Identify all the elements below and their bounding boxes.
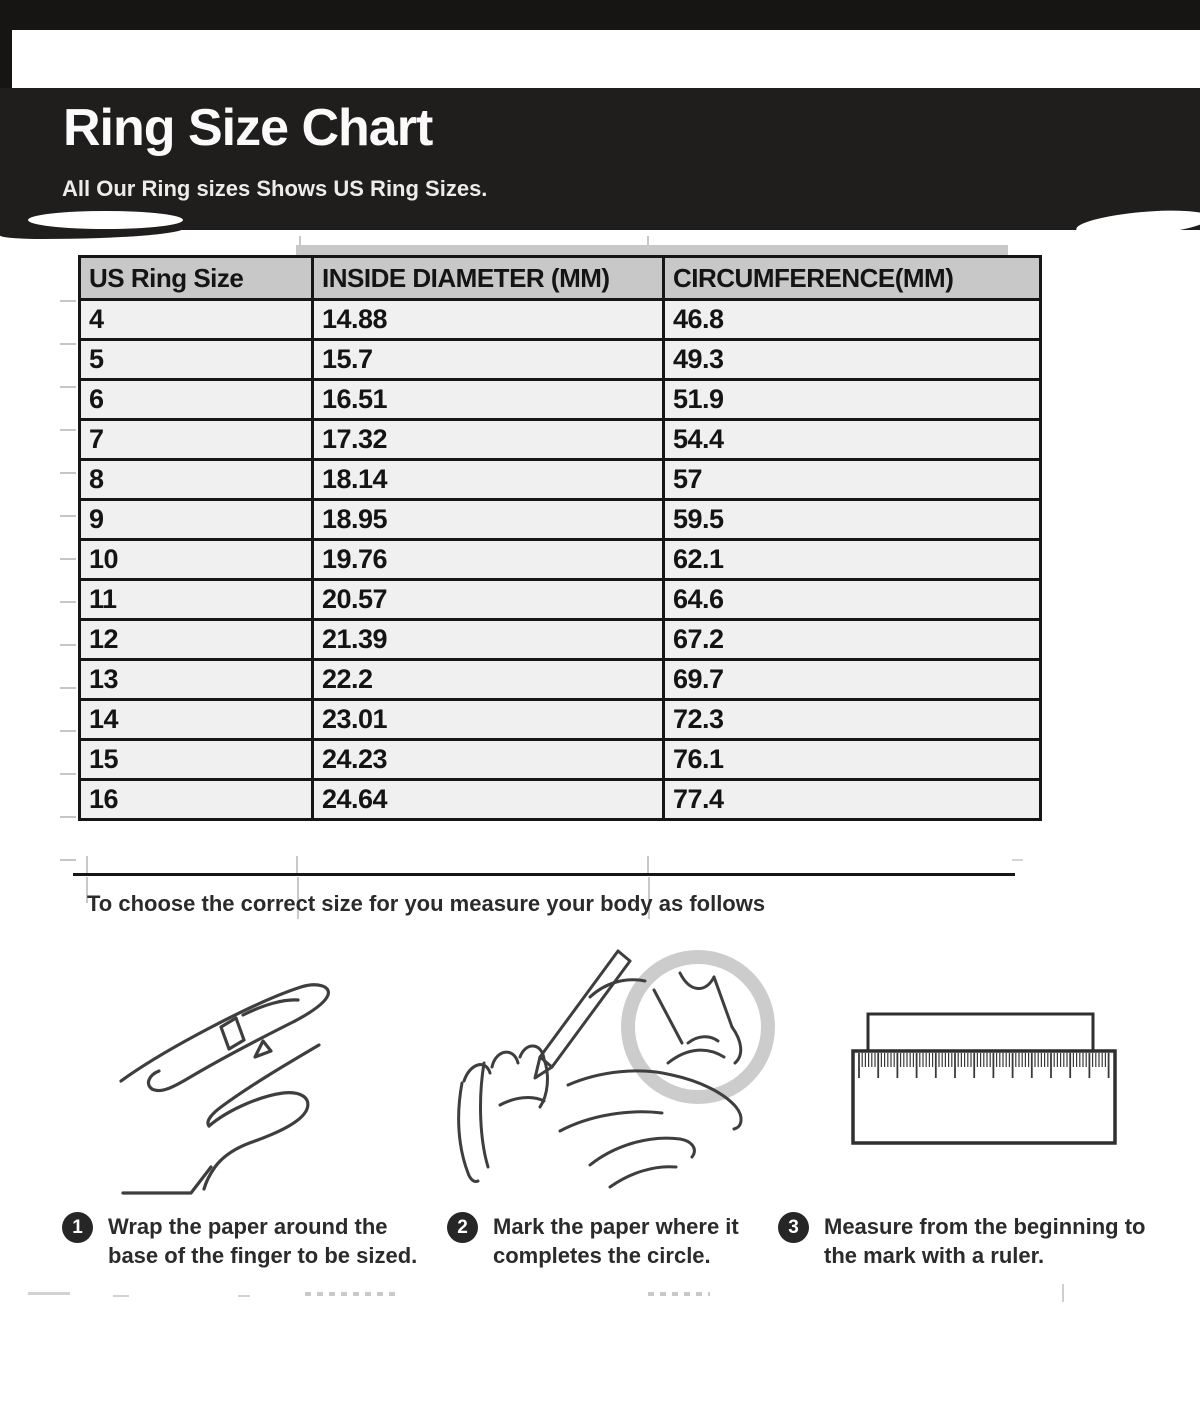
step-1 [62,1212,462,1270]
table-cell: 67.2 [664,620,1041,660]
table-row [80,300,1041,340]
magnifier-ring [628,957,768,1097]
table-row [80,700,1041,740]
table-cell: 8 [80,460,313,500]
ruler-illustration [845,995,1165,1160]
table-cell: 9 [80,500,313,540]
table-cell: 11 [80,580,313,620]
size-table-body [80,300,1041,820]
table-cell: 59.5 [664,500,1041,540]
table-cell: 4 [80,300,313,340]
table-cell: 24.23 [313,740,664,780]
artifact-tick [60,300,76,302]
artifact-line [647,236,649,255]
artifact-line [299,236,301,255]
table-cell: 24.64 [313,780,664,820]
column-header-circumference: CIRCUMFERENCE(MM) [664,257,1041,300]
table-row [80,420,1041,460]
artifact-line [647,856,649,873]
table-cell: 7 [80,420,313,460]
table-row [80,620,1041,660]
artifact-tick [60,429,76,431]
artifact-line [1062,1284,1064,1302]
table-cell: 13 [80,660,313,700]
table-cell: 49.3 [664,340,1041,380]
artifact-dash [238,1295,250,1297]
table-header-row [80,257,1041,300]
artifact-dash [305,1292,401,1296]
step-2 [447,1212,777,1270]
table-row [80,540,1041,580]
hand-paper-illustration [105,953,405,1201]
step-1-text: Wrap the paper around the base of the finger to be sized. [108,1214,418,1269]
artifact-line [86,856,88,873]
table-cell: 19.76 [313,540,664,580]
table-cell: 72.3 [664,700,1041,740]
page-subtitle: All Our Ring sizes Shows US Ring Sizes. [62,176,488,201]
table-row [80,580,1041,620]
table-cell: 17.32 [313,420,664,460]
paper-strip-rect [868,1014,1093,1054]
header-band [0,88,1200,230]
table-cell: 10 [80,540,313,580]
artifact-tick [60,601,76,603]
ring-size-table [78,255,1042,821]
artifact-tick [60,343,76,345]
artifact-line [296,856,298,873]
table-row [80,460,1041,500]
artifact-tick [60,816,76,818]
table-cell: 14 [80,700,313,740]
header-white-strip [12,30,1200,88]
artifact-tick [60,687,76,689]
table-cell: 69.7 [664,660,1041,700]
table-cell: 77.4 [664,780,1041,820]
artifact-tick [60,730,76,732]
paper-strip-lines [221,1018,244,1049]
artifact-tick [1012,859,1023,861]
table-cell: 20.57 [313,580,664,620]
table-cell: 76.1 [664,740,1041,780]
pencil-mark-illustration [440,935,790,1210]
left-black-edge [0,30,12,88]
artifact-tick [60,558,76,560]
column-header-us-ring-size: US Ring Size [80,257,313,300]
artifact-tick [60,386,76,388]
table-cell: 16 [80,780,313,820]
artifact-tick [60,859,76,861]
table-cell: 22.2 [313,660,664,700]
step-2-badge: 2 [447,1212,478,1243]
torn-edge-left-highlight [28,211,183,229]
table-row [80,340,1041,380]
table-cell: 54.4 [664,420,1041,460]
table-cell: 21.39 [313,620,664,660]
table-bottom-line [73,873,1015,876]
table-cell: 18.14 [313,460,664,500]
artifact-dash [648,1292,710,1296]
artifact-dash [113,1295,129,1297]
page-title: Ring Size Chart [63,99,433,157]
column-header-inside-diameter: INSIDE DIAMETER (MM) [313,257,664,300]
pencil-icon [540,951,630,1067]
table-cell: 57 [664,460,1041,500]
artifact-tick [60,773,76,775]
table-cell: 51.9 [664,380,1041,420]
step-1-badge: 1 [62,1212,93,1243]
table-cell: 5 [80,340,313,380]
instructions-intro: To choose the correct size for you measure your body as follows [87,891,766,916]
table-cell: 46.8 [664,300,1041,340]
table-cell: 15 [80,740,313,780]
top-black-bar [0,0,1200,30]
table-cell: 64.6 [664,580,1041,620]
step-3 [778,1212,1178,1270]
table-cell: 14.88 [313,300,664,340]
step-2-text: Mark the paper where it completes the circle. [493,1214,739,1269]
table-cell: 6 [80,380,313,420]
table-row [80,500,1041,540]
table-row [80,380,1041,420]
artifact-tick [60,515,76,517]
table-cell: 23.01 [313,700,664,740]
step-3-badge: 3 [778,1212,809,1243]
table-row [80,660,1041,700]
artifact-dash [28,1292,70,1295]
artifact-tick [60,472,76,474]
table-row [80,740,1041,780]
table-cell: 62.1 [664,540,1041,580]
table-cell: 15.7 [313,340,664,380]
table-row [80,780,1041,820]
step-3-text: Measure from the beginning to the mark with a ruler. [824,1214,1146,1269]
table-cell: 18.95 [313,500,664,540]
table-cell: 12 [80,620,313,660]
artifact-tick [60,644,76,646]
table-cell: 16.51 [313,380,664,420]
